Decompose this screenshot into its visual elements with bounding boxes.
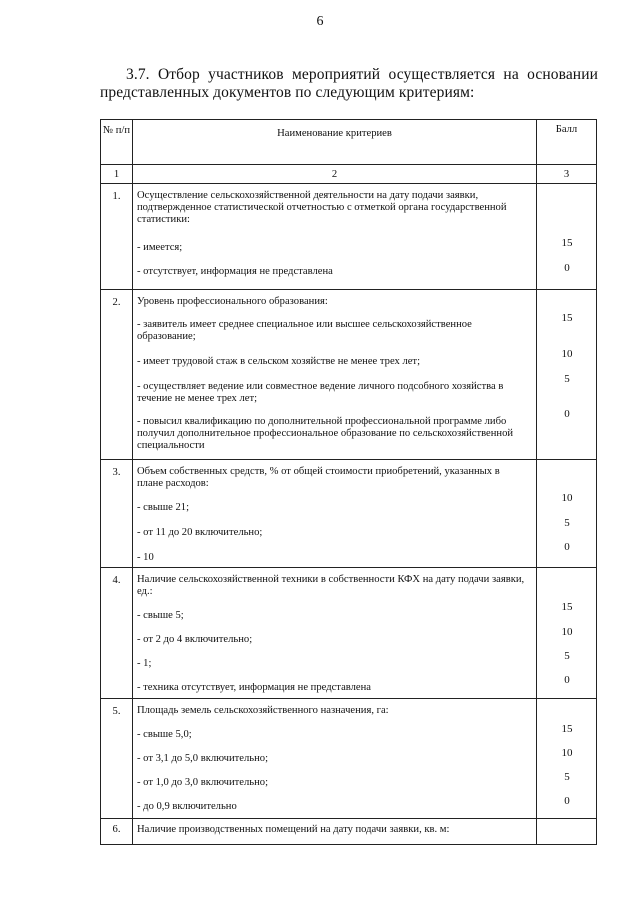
score-value: 15 xyxy=(561,601,573,613)
score-cell xyxy=(537,819,597,845)
page-number: 6 xyxy=(316,14,324,29)
criterion-option: - техника отсутствует, информация не представлена xyxy=(137,682,371,693)
table-row xyxy=(101,699,597,819)
criterion-option: - 1; xyxy=(137,658,152,669)
criterion-option: - имеет трудовой стаж в сельском хозяйстве не менее трех лет; xyxy=(137,356,421,367)
score-value: 0 xyxy=(564,795,570,807)
row-number: 4. xyxy=(101,568,133,699)
table-row xyxy=(101,819,597,845)
score-value: 0 xyxy=(564,262,570,274)
criterion-option: - повысил квалификацию по дополнительной профессиональной программе либо получил дополнительное профессиональное образование по сельскохозяйственной специальности xyxy=(137,416,514,451)
criterion-option: - заявитель имеет среднее специальное или высшее сельскохозяйственное образование; xyxy=(137,319,472,342)
criterion-title: Объем собственных средств, % от общей стоимости приобретений, указанных в плане расходов: xyxy=(137,466,500,489)
score-value: 0 xyxy=(564,541,570,553)
criterion-option: - осуществляет ведение или совместное ведение личного подсобного хозяйства в течение не менее трех лет; xyxy=(137,381,504,404)
criterion-cell xyxy=(133,184,537,290)
table-row xyxy=(101,290,597,460)
criterion-option: - от 2 до 4 включительно; xyxy=(137,634,253,645)
criterion-option: - свыше 21; xyxy=(137,502,190,513)
table-row xyxy=(101,568,597,699)
criterion-cell xyxy=(133,290,537,460)
criteria-table xyxy=(100,119,597,845)
score-value: 10 xyxy=(561,348,573,360)
score-value: 5 xyxy=(564,771,570,783)
criterion-title: Площадь земель сельскохозяйственного назначения, га: xyxy=(137,705,389,716)
criterion-cell xyxy=(133,460,537,568)
score-value: 0 xyxy=(564,674,570,686)
column-number-1: 1 xyxy=(101,165,133,184)
criterion-title: Наличие сельскохозяйственной техники в собственности КФХ на дату подачи заявки, ед.: xyxy=(137,574,525,597)
score-cell xyxy=(537,184,597,290)
header-score: Балл xyxy=(537,120,597,165)
score-value: 5 xyxy=(564,517,570,529)
score-value: 15 xyxy=(561,312,573,324)
header-number: № п/п xyxy=(101,120,133,165)
row-number: 5. xyxy=(101,699,133,819)
score-value: 0 xyxy=(564,408,570,420)
table-row xyxy=(101,460,597,568)
criterion-option: - от 3,1 до 5,0 включительно; xyxy=(137,753,269,764)
row-number: 3. xyxy=(101,460,133,568)
score-value: 10 xyxy=(561,492,573,504)
criterion-title: Наличие производственных помещений на дату подачи заявки, кв. м: xyxy=(137,824,450,835)
criterion-cell xyxy=(133,699,537,819)
criterion-option: - имеется; xyxy=(137,242,183,253)
score-cell xyxy=(537,699,597,819)
criterion-option: - свыше 5,0; xyxy=(137,729,192,740)
row-number: 2. xyxy=(101,290,133,460)
score-value: 10 xyxy=(561,626,573,638)
score-cell xyxy=(537,460,597,568)
criterion-title: Уровень профессионального образования: xyxy=(137,296,328,307)
criterion-option: - от 1,0 до 3,0 включительно; xyxy=(137,777,269,788)
score-value: 5 xyxy=(564,650,570,662)
intro-paragraph: 3.7. Отбор участников мероприятий осуществляется на основании представленных документов по следующим критериям: xyxy=(100,66,598,101)
criterion-option: - отсутствует, информация не представлена xyxy=(137,266,333,277)
table-row xyxy=(101,184,597,290)
criterion-cell xyxy=(133,568,537,699)
score-cell xyxy=(537,568,597,699)
score-value: 5 xyxy=(564,373,570,385)
column-number-row xyxy=(101,165,597,184)
column-number-3: 3 xyxy=(537,165,597,184)
criterion-option: - 10 xyxy=(137,552,154,563)
table-header-row xyxy=(101,120,597,165)
score-value: 15 xyxy=(561,723,573,735)
criterion-option: - до 0,9 включительно xyxy=(137,801,237,812)
criterion-cell xyxy=(133,819,537,845)
score-value: 15 xyxy=(561,237,573,249)
column-number-2: 2 xyxy=(133,165,537,184)
row-number: 1. xyxy=(101,184,133,290)
criterion-option: - от 11 до 20 включительно; xyxy=(137,527,263,538)
score-value: 10 xyxy=(561,747,573,759)
criterion-option: - свыше 5; xyxy=(137,610,184,621)
score-cell xyxy=(537,290,597,460)
header-criteria: Наименование критериев xyxy=(133,120,537,165)
row-number: 6. xyxy=(101,819,133,845)
criterion-title: Осуществление сельскохозяйственной деятельности на дату подачи заявки, подтвержденное статистической отчетностью с отметкой органа государственной статистики: xyxy=(137,190,507,225)
